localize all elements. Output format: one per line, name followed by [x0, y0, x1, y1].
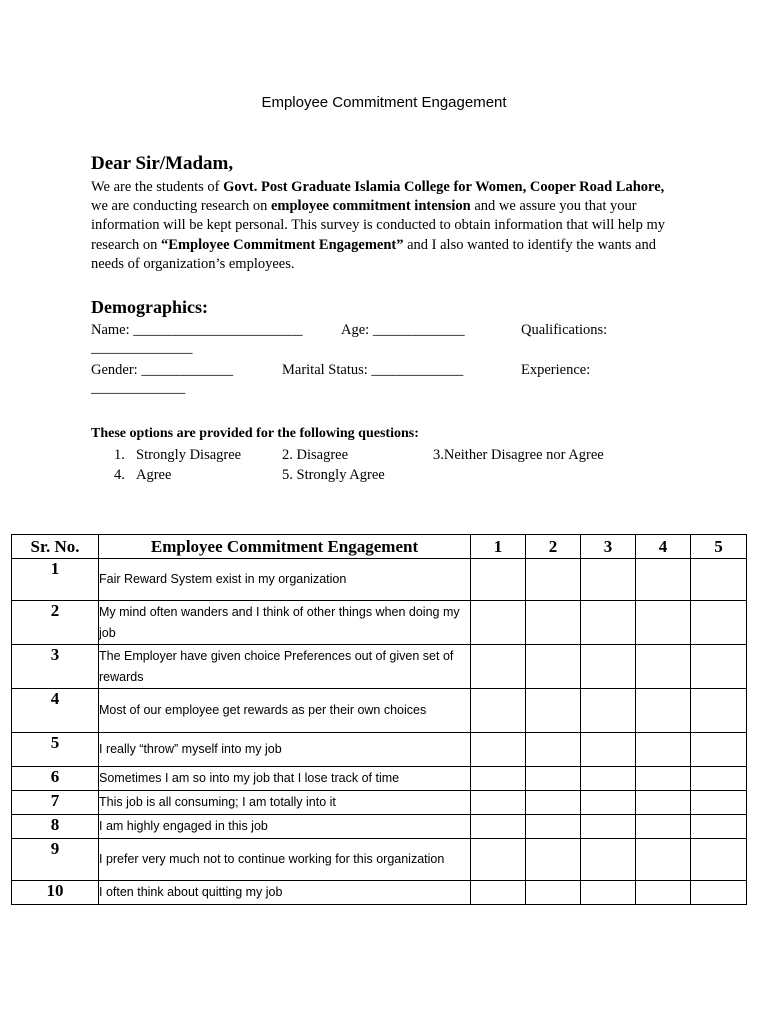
- document-title: Employee Commitment Engagement: [261, 94, 507, 111]
- options-heading: These options are provided for the following questions:: [91, 426, 419, 441]
- response-cell-4[interactable]: [636, 601, 691, 645]
- response-cell-1[interactable]: [471, 791, 526, 815]
- row-number: 5: [12, 733, 99, 767]
- name-blank[interactable]: ________________________: [133, 322, 303, 338]
- response-cell-3[interactable]: [581, 881, 636, 905]
- engagement-table: [11, 534, 747, 905]
- response-cell-2[interactable]: [526, 839, 581, 881]
- row-statement: This job is all consuming; I am totally into it: [99, 791, 471, 815]
- response-cell-2[interactable]: [526, 601, 581, 645]
- option-1: Strongly Disagree: [136, 447, 242, 463]
- row-number: 6: [12, 767, 99, 791]
- response-cell-2[interactable]: [526, 881, 581, 905]
- response-cell-1[interactable]: [471, 815, 526, 839]
- intro-text-3: and we assure you that your information will be kept personal. This survey is conducted to obtain information that will help my research on: [91, 198, 665, 253]
- age-label: Age:: [341, 322, 370, 338]
- row-statement: Sometimes I am so into my job that I lose track of time: [99, 767, 471, 791]
- age-field[interactable]: [341, 322, 464, 339]
- response-cell-5[interactable]: [691, 839, 747, 881]
- marital-status-blank[interactable]: _____________: [371, 362, 464, 378]
- row-number: 4: [12, 689, 99, 733]
- response-cell-4[interactable]: [636, 791, 691, 815]
- response-cell-2[interactable]: [526, 791, 581, 815]
- experience-label: Experience:: [521, 362, 591, 378]
- row-statement: My mind often wanders and I think of other things when doing my job: [99, 601, 471, 645]
- response-cell-3[interactable]: [581, 767, 636, 791]
- table-row: [12, 881, 747, 905]
- marital-status-field[interactable]: [282, 362, 463, 379]
- response-cell-5[interactable]: [691, 733, 747, 767]
- intro-text-1: We are the students of: [91, 179, 224, 195]
- option-1-number: 1.: [114, 447, 125, 463]
- table-header-row: [12, 535, 747, 559]
- row-statement: I really “throw” myself into my job: [99, 733, 471, 767]
- row-statement: Fair Reward System exist in my organization: [99, 559, 471, 601]
- response-cell-4[interactable]: [636, 815, 691, 839]
- response-cell-4[interactable]: [636, 689, 691, 733]
- table-row: [12, 645, 747, 689]
- response-cell-1[interactable]: [471, 839, 526, 881]
- row-number: 10: [12, 881, 99, 905]
- response-cell-1[interactable]: [471, 767, 526, 791]
- gender-blank[interactable]: _____________: [141, 362, 233, 378]
- response-cell-4[interactable]: [636, 767, 691, 791]
- name-label: Name:: [91, 322, 130, 338]
- table-row: [12, 839, 747, 881]
- research-title-quote: “Employee Commitment Engagement”: [161, 236, 404, 253]
- salutation: Dear Sir/Madam,: [91, 153, 234, 174]
- response-cell-2[interactable]: [526, 767, 581, 791]
- response-cell-4[interactable]: [636, 645, 691, 689]
- response-cell-5[interactable]: [691, 791, 747, 815]
- response-cell-3[interactable]: [581, 791, 636, 815]
- response-cell-3[interactable]: [581, 645, 636, 689]
- intro-text-4: and I also wanted to identify the wants and needs of organization’s employees.: [91, 236, 656, 272]
- row-statement: I am highly engaged in this job: [99, 815, 471, 839]
- response-cell-3[interactable]: [581, 689, 636, 733]
- row-number: 2: [12, 601, 99, 645]
- response-cell-1[interactable]: [471, 881, 526, 905]
- gender-label: Gender:: [91, 362, 138, 378]
- header-sr-no: Sr. No.: [12, 535, 99, 559]
- demographics-heading: Demographics:: [91, 297, 208, 317]
- header-scale-1: 1: [471, 535, 526, 559]
- option-5: 5. Strongly Agree: [282, 467, 385, 483]
- row-statement: I often think about quitting my job: [99, 881, 471, 905]
- response-cell-3[interactable]: [581, 839, 636, 881]
- row-number: 8: [12, 815, 99, 839]
- response-cell-2[interactable]: [526, 815, 581, 839]
- response-cell-3[interactable]: [581, 815, 636, 839]
- qualifications-label: Qualifications:: [521, 322, 608, 338]
- response-cell-2[interactable]: [526, 733, 581, 767]
- table-row: [12, 689, 747, 733]
- header-scale-4: 4: [636, 535, 691, 559]
- table-row: [12, 559, 747, 601]
- college-name: Govt. Post Graduate Islamia College for Women, Cooper Road Lahore,: [223, 179, 665, 195]
- response-cell-2[interactable]: [526, 689, 581, 733]
- gender-field[interactable]: [91, 362, 233, 379]
- response-cell-3[interactable]: [581, 559, 636, 601]
- response-cell-1[interactable]: [471, 559, 526, 601]
- response-cell-1[interactable]: [471, 733, 526, 767]
- intro-text-2: we are conducting research on: [91, 198, 271, 215]
- table-row: [12, 733, 747, 767]
- row-number: 3: [12, 645, 99, 689]
- response-cell-5[interactable]: [691, 767, 747, 791]
- response-cell-2[interactable]: [526, 559, 581, 601]
- row-number: 9: [12, 839, 99, 881]
- qualifications-blank[interactable]: ______________: [91, 340, 193, 356]
- row-statement: The Employer have given choice Preferences out of given set of rewards: [99, 645, 471, 689]
- header-scale-3: 3: [581, 535, 636, 559]
- response-cell-4[interactable]: [636, 881, 691, 905]
- option-4: Agree: [136, 467, 172, 483]
- marital-status-label: Marital Status:: [282, 362, 368, 378]
- option-3: 3.Neither Disagree nor Agree: [433, 447, 604, 463]
- research-topic: employee commitment intension: [270, 198, 471, 215]
- response-cell-3[interactable]: [581, 601, 636, 645]
- row-number: 1: [12, 559, 99, 601]
- option-4-number: 4.: [114, 467, 125, 483]
- response-cell-5[interactable]: [691, 815, 747, 839]
- header-scale-5: 5: [691, 535, 747, 559]
- response-cell-5[interactable]: [691, 559, 747, 601]
- response-cell-4[interactable]: [636, 733, 691, 767]
- response-cell-2[interactable]: [526, 645, 581, 689]
- response-cell-5[interactable]: [691, 689, 747, 733]
- row-statement: I prefer very much not to continue working for this organization: [99, 839, 471, 881]
- name-field[interactable]: [91, 322, 302, 339]
- response-cell-5[interactable]: [691, 601, 747, 645]
- response-cell-5[interactable]: [691, 645, 747, 689]
- response-cell-1[interactable]: [471, 601, 526, 645]
- response-cell-1[interactable]: [471, 645, 526, 689]
- response-cell-4[interactable]: [636, 839, 691, 881]
- table-row: [12, 815, 747, 839]
- table-row: [12, 601, 747, 645]
- response-cell-5[interactable]: [691, 881, 747, 905]
- option-2: 2. Disagree: [282, 447, 349, 463]
- response-cell-4[interactable]: [636, 559, 691, 601]
- row-statement: Most of our employee get rewards as per their own choices: [99, 689, 471, 733]
- response-cell-3[interactable]: [581, 733, 636, 767]
- header-scale-2: 2: [526, 535, 581, 559]
- intro-paragraph: [91, 178, 681, 274]
- row-number: 7: [12, 791, 99, 815]
- age-blank[interactable]: _____________: [372, 322, 465, 338]
- header-statement: Employee Commitment Engagement: [99, 535, 471, 559]
- response-cell-1[interactable]: [471, 689, 526, 733]
- table-row: [12, 791, 747, 815]
- experience-blank[interactable]: _____________: [91, 380, 186, 396]
- table-row: [12, 767, 747, 791]
